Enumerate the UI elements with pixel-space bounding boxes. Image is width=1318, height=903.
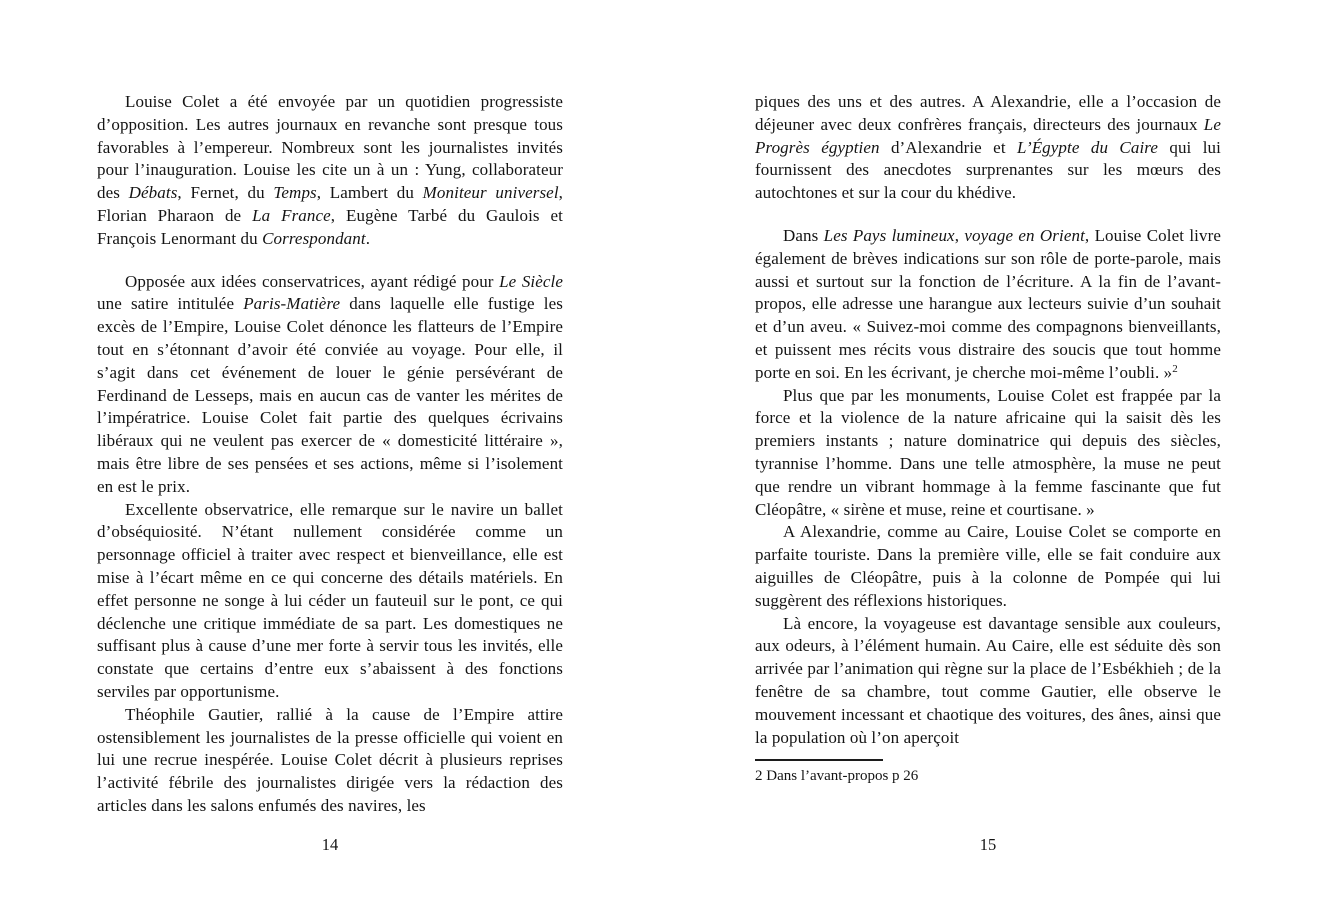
- text-run: dans laquelle elle fustige les excès de l’Empire, Louise Colet dénonce les flatteurs de l’Empire tout en s’étonnant d’avoir été conviée au voyage. Pour elle, il s’agit dans cet événement de louer le génie persévérant de Ferdinand de Lesseps, mais en aucun cas de vanter les mérites de l’impératrice. Louise Colet fait partie des quelques écrivains libéraux qui ne veulent pas exercer de « domesticité littéraire », mais être libre de ses pensées et ses actions, même si l’isolement en est le prix.: [97, 294, 563, 496]
- footnote-rule: [755, 759, 883, 761]
- italic-run: Le Siècle: [499, 271, 564, 291]
- text-run: , Fernet, du: [177, 183, 274, 203]
- text-run: Opposée aux idées conservatrices, ayant rédigé pour: [125, 271, 500, 291]
- paragraph: [755, 385, 1221, 522]
- text-run: , Lambert du: [316, 183, 423, 203]
- italic-run: voyage en Orient: [964, 225, 1085, 245]
- text-run: , Eugène Tarbé du Gaulois et François Lenormant du: [97, 205, 563, 248]
- paragraph: [755, 521, 1221, 612]
- italic-run: Moniteur universel: [422, 183, 559, 203]
- text-run: ,: [954, 225, 965, 245]
- text-run: , Florian Pharaon de: [97, 183, 564, 225]
- footnote-marker: 2: [1172, 362, 1178, 375]
- footnote-text: 2 Dans l’avant-propos p 26: [755, 768, 919, 785]
- text-run: une satire intitulée: [97, 294, 244, 314]
- page-number: 14: [321, 835, 339, 854]
- text-run: A Alexandrie, comme au Caire, Louise Colet se comporte en parfaite touriste. Dans la première ville, elle se fait conduire aux aiguilles de Cléopâtre, puis à la colonne de Pompée qui lui suggèrent des réflexions historiques.: [755, 522, 1221, 610]
- paragraph: [97, 499, 563, 704]
- text-run: .: [365, 228, 371, 248]
- text-run: Plus que par les monuments, Louise Colet est frappée par la force et la violence de la nature africaine qui la saisit dès les premiers instants ; nature dominatrice qui depuis des siècles, tyrannise l’homme. Dans une telle atmosphère, la muse ne peut que rendre un vibrant hommage à la femme fascinante que fut Cléopâtre, « sirène et muse, reine et courtisane. »: [755, 385, 1221, 519]
- page-body: [97, 91, 563, 818]
- paragraph: [97, 704, 563, 818]
- footnote: [755, 759, 1221, 786]
- text-run: , Louise Colet livre également de brèves indications sur son rôle de porte-parole, mais aussi et surtout sur la fonction de l’écriture. A la fin de l’avant-propos, elle adresse une harangue aux lecteurs suivie d’un souhait et d’un aveu. « Suivez-moi comme des compagnons bienveillants, et puissent mes récits vous distraire des soucis que tout homme porte en soi. En les écrivant, je cherche moi-même l’oubli. »: [755, 225, 1221, 382]
- text-run: piques des uns et des autres. A Alexandrie, elle a l’occasion de déjeuner avec deux confrères français, directeurs des journaux: [755, 92, 1221, 134]
- page-number: 15: [979, 835, 997, 854]
- paragraph: [97, 91, 563, 251]
- text-run: Dans: [783, 225, 824, 245]
- page-left: [97, 91, 563, 818]
- page-body: [755, 91, 1221, 749]
- page-right: [755, 91, 1221, 786]
- paragraph: [755, 613, 1221, 750]
- italic-run: Le Progrès égyptien: [755, 114, 1221, 157]
- italic-run: Paris-Matière: [243, 294, 341, 314]
- italic-run: Correspondant: [262, 228, 366, 248]
- paragraph: [755, 91, 1221, 205]
- italic-run: Les Pays lumineux: [823, 225, 955, 245]
- italic-run: L’Égypte du Caire: [1017, 137, 1158, 157]
- italic-run: Débats: [128, 183, 178, 203]
- italic-run: Temps: [273, 183, 317, 203]
- text-run: Louise Colet a été envoyée par un quotidien progressiste d’opposition. Les autres journaux en revanche sont presque tous favorables à l’empereur. Nombreux sont les journalistes invités pour l’inauguration. Louise les cite un à un : Yung, collaborateur des: [97, 92, 563, 203]
- italic-run: La France: [252, 205, 331, 225]
- paragraph: [97, 271, 563, 499]
- paragraph: [755, 225, 1221, 385]
- text-run: Là encore, la voyageuse est davantage sensible aux couleurs, aux odeurs, à l’élément humain. Au Caire, elle est séduite dès son arrivée par l’animation qui règne sur la place de l’Esbékhieh ; de la fenêtre de sa chambre, tout comme Gautier, elle observe le mouvement incessant et chaotique des voitures, des ânes, ainsi que la population où l’on aperçoit: [755, 613, 1221, 747]
- text-run: Théophile Gautier, rallié à la cause de l’Empire attire ostensiblement les journalistes de la presse officielle qui voient en lui une recrue inespérée. Louise Colet décrit à plusieurs reprises l’activité fébrile des journalistes dirigée vers la rédaction des articles dans les salons enfumés des navires, les: [97, 704, 563, 815]
- text-run: qui lui fournissent des anecdotes surprenantes sur les mœurs des autochtones et sur la cour du khédive.: [755, 137, 1221, 203]
- text-run: Excellente observatrice, elle remarque sur le navire un ballet d’obséquiosité. N’étant nullement considérée comme un personnage officiel à traiter avec respect et bienveillance, elle est mise à l’écart même en ce qui concerne des détails matériels. En effet personne ne songe à lui céder un fauteuil sur le pont, ce qui déclenche une critique immédiate de sa part. Les domestiques ne suffisant plus à cause d’une mer forte à servir tous les invités, elle constate que certains d’entre eux s’abaissent à des fonctions serviles par opportunisme.: [97, 499, 563, 701]
- text-run: d’Alexandrie et: [879, 137, 1018, 157]
